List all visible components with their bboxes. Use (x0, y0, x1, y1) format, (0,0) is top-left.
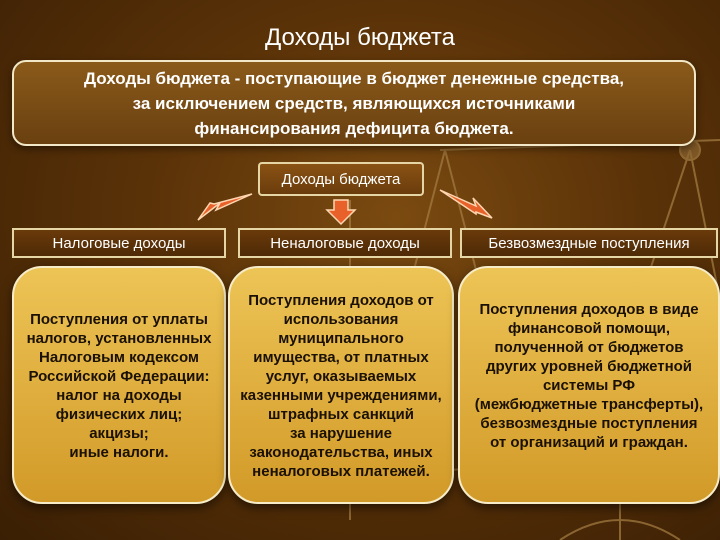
category-text-tax (12, 310, 226, 462)
arrow-down-icon (324, 198, 358, 226)
category-text-gratuitous (458, 300, 720, 452)
category-line: финансовой помощи, (507, 320, 671, 337)
category-line: акцизы; (89, 425, 149, 442)
page-title: Доходы бюджета (265, 24, 455, 51)
category-line: за нарушение (290, 425, 392, 442)
category-line: от организаций и граждан. (490, 434, 688, 451)
category-line: Налоговым кодексом (38, 349, 200, 366)
arrow-left-icon (192, 190, 256, 230)
category-line: имущества, от платных (253, 349, 429, 366)
category-line: муниципального (278, 330, 404, 347)
category-header-gratuitous: Безвозмездные поступления (460, 228, 718, 258)
category-text-nontax (228, 291, 454, 481)
category-line: использования (283, 311, 399, 328)
category-line: системы РФ (542, 377, 636, 394)
definition-box (12, 60, 696, 146)
category-line: казенными учреждениями, (240, 387, 442, 404)
category-line: налог на доходы (56, 387, 182, 404)
category-line: Поступления доходов от (248, 292, 434, 309)
definition-line: финансирования дефицита бюджета. (194, 118, 514, 138)
category-line: Поступления от уплаты (30, 311, 208, 328)
category-line: других уровней бюджетной (485, 358, 693, 375)
arrow-right-icon (436, 184, 496, 226)
category-line: Поступления доходов в виде (479, 301, 699, 318)
category-line: неналоговых платежей. (252, 463, 430, 480)
category-line: физических лиц; (55, 406, 183, 423)
definition-line: Доходы бюджета - поступающие в бюджет денежные средства, (83, 68, 624, 88)
category-line: полученной от бюджетов (494, 339, 684, 356)
category-line: налогов, установленных (26, 330, 212, 347)
category-header-nontax: Неналоговые доходы (238, 228, 452, 258)
root-node: Доходы бюджета (258, 162, 424, 196)
category-header-tax: Налоговые доходы (12, 228, 226, 258)
category-line: штрафных санкций (268, 406, 414, 423)
definition-line: за исключением средств, являющихся источниками (132, 93, 576, 113)
category-line: законодательства, иных (249, 444, 433, 461)
category-line: Российской Федерации: (28, 368, 210, 385)
category-line: безвозмездные поступления (480, 415, 698, 432)
category-line: иные налоги. (69, 444, 169, 461)
category-line: услуг, оказываемых (265, 368, 417, 385)
category-line: (межбюджетные трансферты), (474, 396, 704, 413)
